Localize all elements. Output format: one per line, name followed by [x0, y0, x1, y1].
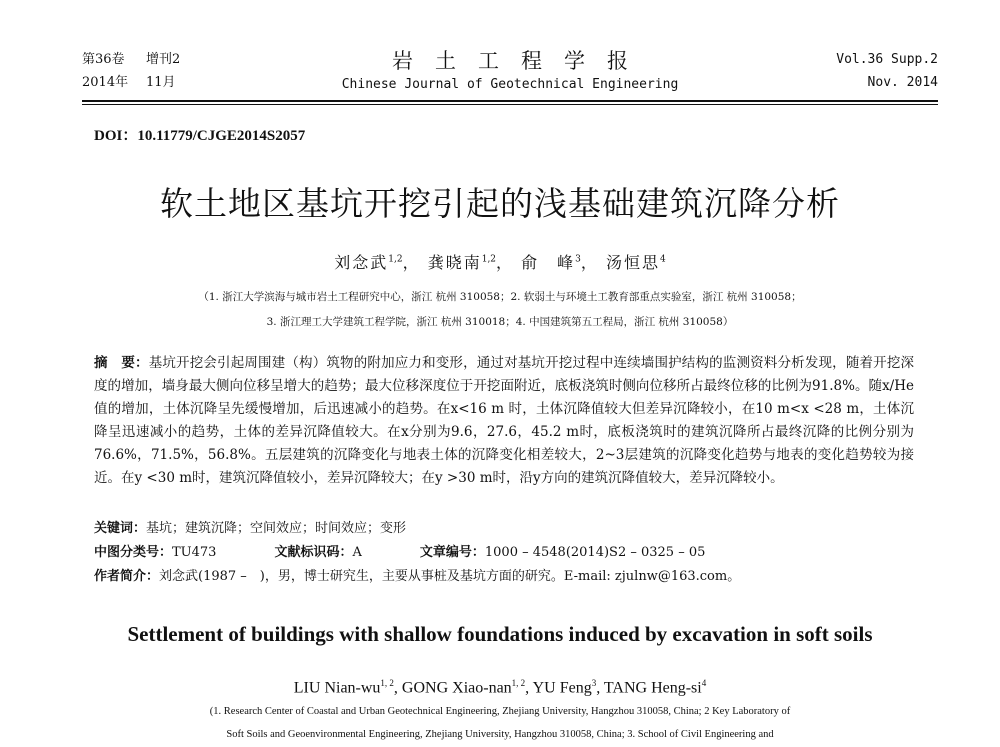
author-intro — [94, 566, 914, 588]
author-en-affiliation-mark: 1, 2 — [511, 678, 526, 688]
doi: DOI：10.11779/CJGE2014S2057 — [94, 128, 306, 144]
article-id-label: 文章编号： — [419, 545, 485, 560]
author-cn-affiliation-mark: 4 — [660, 254, 666, 265]
author-en: YU Feng — [532, 679, 592, 697]
abstract-cn — [94, 352, 914, 490]
author-en: TANG Heng-si — [603, 679, 702, 697]
author-intro-label: 作者简介： — [94, 569, 160, 584]
header-issue: 增刊2 — [146, 52, 181, 67]
header-date-en: Nov. 2014 — [867, 75, 938, 90]
author-cn-affiliation-mark: 1,2 — [388, 254, 403, 265]
author-cn-affiliation-mark: 1,2 — [481, 254, 497, 265]
journal-name-en: Chinese Journal of Geotechnical Engineering — [341, 77, 679, 92]
author-intro-text: 刘念武(1987 – )，男，博士研究生，主要从事桩及基坑方面的研究。E-mail: zjulnw@163.com。 — [159, 569, 741, 584]
doc-code-label: 文献标识码： — [274, 545, 353, 560]
header-volume: 第36卷 — [82, 52, 125, 67]
journal-name — [82, 48, 938, 96]
author-en-affiliation-mark: 1, 2 — [380, 678, 394, 688]
author-en: LIU Nian-wu — [293, 679, 381, 697]
affiliation-en-line: (1. Research Center of Coastal and Urban Geotechnical Engineering, Zhejiang University, Hangzhou 310058, China; 2 Key Laboratory of — [209, 706, 791, 717]
authors-cn: 刘念武$^{1,2}$， 龚晓南$^{1,2}$， 俞 峰$^3$， 汤恒思$^4$ — [334, 253, 666, 272]
header-volume-en — [836, 48, 938, 94]
title-en: Settlement of buildings with shallow foundations induced by excavation in soft soils — [127, 622, 873, 646]
author-cn: 龚晓南 — [427, 253, 482, 272]
header-vol-en: Vol.36 Supp.2 — [836, 52, 938, 67]
author-en-affiliation-mark: 4 — [701, 678, 707, 688]
clc-value: TU473 — [172, 545, 217, 560]
classification-line — [94, 542, 914, 564]
author-cn: 刘念武 — [334, 253, 389, 272]
keywords-text: 基坑；建筑沉降；空间效应；时间效应；变形 — [146, 521, 407, 536]
clc-label: 中图分类号： — [94, 545, 173, 560]
keywords — [94, 518, 914, 540]
doc-code-value: A — [352, 545, 362, 560]
author-cn-affiliation-mark: 3 — [575, 254, 581, 265]
header-year: 2014年 — [82, 75, 129, 90]
running-header — [82, 48, 938, 100]
header-rule-thin — [82, 104, 938, 105]
authors-en: LIU Nian-wu$^{1, 2}$, GONG Xiao-nan$^{1, 2}$, YU Feng$^3$, TANG Heng-$si^4$ — [293, 678, 707, 697]
keywords-label: 关键词： — [94, 521, 147, 536]
abstract-label: 摘 要： — [94, 355, 149, 371]
author-cn: 俞 峰 — [521, 253, 576, 272]
title-cn: 软土地区基坑开挖引起的浅基础建筑沉降分析 — [160, 184, 840, 223]
affiliation-cn-line: 3. 浙江理工大学建筑工程学院，浙江 杭州 310018；4. 中国建筑第五工程局，浙江 杭州 310058） — [266, 316, 734, 328]
author-cn: 汤恒思 — [605, 253, 660, 272]
affiliation-en-line: Soft Soils and Geoenvironmental Engineering, Zhejiang University, Hangzhou 310058, China; 3. School of Civil Engineering and — [226, 729, 774, 740]
author-en: GONG Xiao-nan — [401, 679, 512, 697]
abstract-text: 基坑开挖会引起周围建（构）筑物的附加应力和变形，通过对基坑开挖过程中连续墙围护结构的监测资料分析发现，随着开挖深度的增加，墙身最大侧向位移呈增大的趋势；最大位移深度位于开挖面附近，底板浇筑时侧向位移所占最终位移的比例为91.8%。随x/He值的增加，土体沉降呈先缓慢增加，后迅速减小的趋势。在x<16 m 时，土体沉降值较大但差异沉降较小，在10 m<x <28 m，土体沉降呈迅速减小的趋势，土体的差异沉降值较大。在x分别为9.6，27.6，45.2 m时，底板浇筑时的建筑沉降所占最终沉降的比例分别为76.6%，71.5%，56.8%。五层建筑的沉降变化与地表土体的沉降变化相差较大，2~3层建筑的沉降变化趋势与地表的变化趋势较为接近。在y <30 m时，建筑沉降值较小，差异沉降较大；在y >30 m时，沿y方向的建筑沉降值较大，差异沉降较小。 — [94, 355, 915, 486]
header-rule-thick — [82, 100, 938, 102]
affiliation-cn-line: （1. 浙江大学滨海与城市岩土工程研究中心，浙江 杭州 310058；2. 软弱土与环境土工教育部重点实验室，浙江 杭州 310058； — [198, 291, 802, 303]
article-id-value: 1000 – 4548(2014)S2 – 0325 – 05 — [484, 545, 706, 560]
journal-name-cn: 岩土工程学报 — [392, 49, 650, 73]
header-month: 11月 — [146, 75, 176, 90]
author-en-affiliation-mark: 3 — [591, 678, 597, 688]
